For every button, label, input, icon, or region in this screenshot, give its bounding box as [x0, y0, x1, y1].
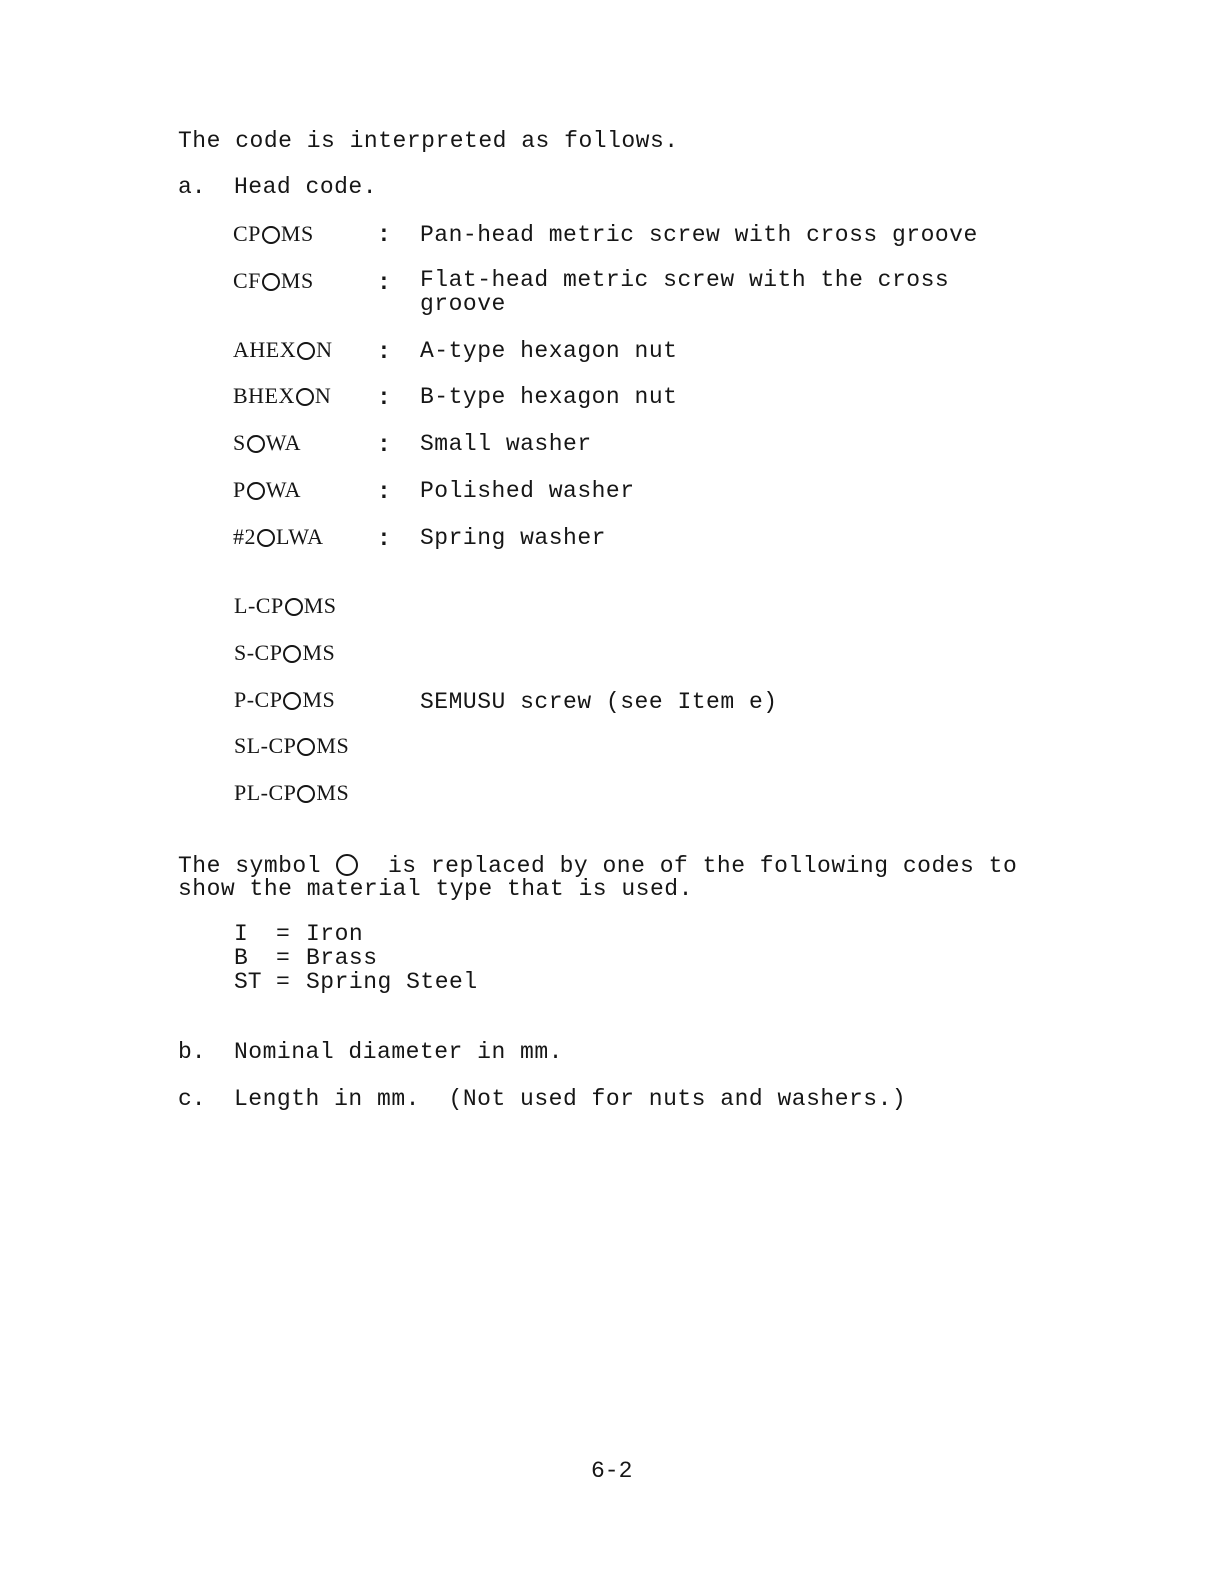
colon-separator: :: [377, 339, 391, 365]
material-circle-icon: [336, 854, 358, 876]
colon-separator: :: [377, 270, 391, 296]
semusu-code: S-CP MS: [234, 640, 336, 665]
material-equals: =: [276, 921, 290, 947]
material-equals: =: [276, 945, 290, 971]
head-code-description: Flat-head metric screw with the cross groove: [420, 267, 950, 317]
symbol-note-line2: show the material type that is used.: [178, 876, 693, 902]
material-name: Brass: [306, 945, 378, 971]
head-code: S WA: [233, 430, 301, 455]
material-circle-icon: [247, 482, 265, 500]
semusu-description: SEMUSU screw (see Item e): [420, 689, 778, 715]
material-circle-icon: [262, 273, 280, 291]
head-code-description: B-type hexagon nut: [420, 384, 678, 410]
semusu-code: SL-CP MS: [234, 733, 350, 758]
colon-separator: :: [377, 479, 391, 505]
material-code: B: [234, 945, 248, 971]
material-circle-icon: [285, 598, 303, 616]
head-code: P WA: [233, 477, 301, 502]
material-circle-icon: [247, 435, 265, 453]
material-circle-icon: [297, 785, 315, 803]
material-circle-icon: [297, 738, 315, 756]
head-code-description: A-type hexagon nut: [420, 338, 678, 364]
material-circle-icon: [296, 388, 314, 406]
head-code: BHEX N: [233, 383, 332, 408]
semusu-code: P-CP MS: [234, 687, 336, 712]
intro-text: The code is interpreted as follows.: [178, 128, 679, 154]
head-code: CF MS: [233, 268, 314, 293]
head-code: #2 LWA: [233, 524, 324, 549]
material-circle-icon: [283, 645, 301, 663]
material-circle-icon: [262, 226, 280, 244]
head-code-description: Polished washer: [420, 478, 635, 504]
page-number: 6-2: [591, 1458, 633, 1484]
colon-separator: :: [377, 385, 391, 411]
material-circle-icon: [257, 529, 275, 547]
colon-separator: :: [377, 526, 391, 552]
section-b-text: Nominal diameter in mm.: [234, 1039, 563, 1065]
material-code: ST: [234, 969, 262, 995]
material-name: Spring Steel: [306, 969, 478, 995]
section-b-marker: b.: [178, 1039, 206, 1065]
section-a-marker: a.: [178, 174, 206, 200]
material-code: I: [234, 921, 248, 947]
head-code: CP MS: [233, 221, 314, 246]
semusu-code: L-CP MS: [234, 593, 337, 618]
section-a-title: Head code.: [234, 174, 378, 200]
material-equals: =: [276, 969, 290, 995]
section-c-marker: c.: [178, 1086, 206, 1112]
head-code-description: Small washer: [420, 431, 592, 457]
material-circle-icon: [283, 692, 301, 710]
material-circle-icon: [297, 342, 315, 360]
symbol-note-line1: The symbol is replaced by one of the following codes to: [178, 853, 1018, 879]
material-name: Iron: [306, 921, 364, 947]
section-c-text: Length in mm. (Not used for nuts and washers.): [234, 1086, 907, 1112]
colon-separator: :: [377, 222, 391, 248]
head-code-description: Spring washer: [420, 525, 606, 551]
head-code-description: Pan-head metric screw with cross groove: [420, 222, 978, 248]
head-code: AHEX N: [233, 337, 333, 362]
semusu-code: PL-CP MS: [234, 780, 350, 805]
colon-separator: :: [377, 432, 391, 458]
